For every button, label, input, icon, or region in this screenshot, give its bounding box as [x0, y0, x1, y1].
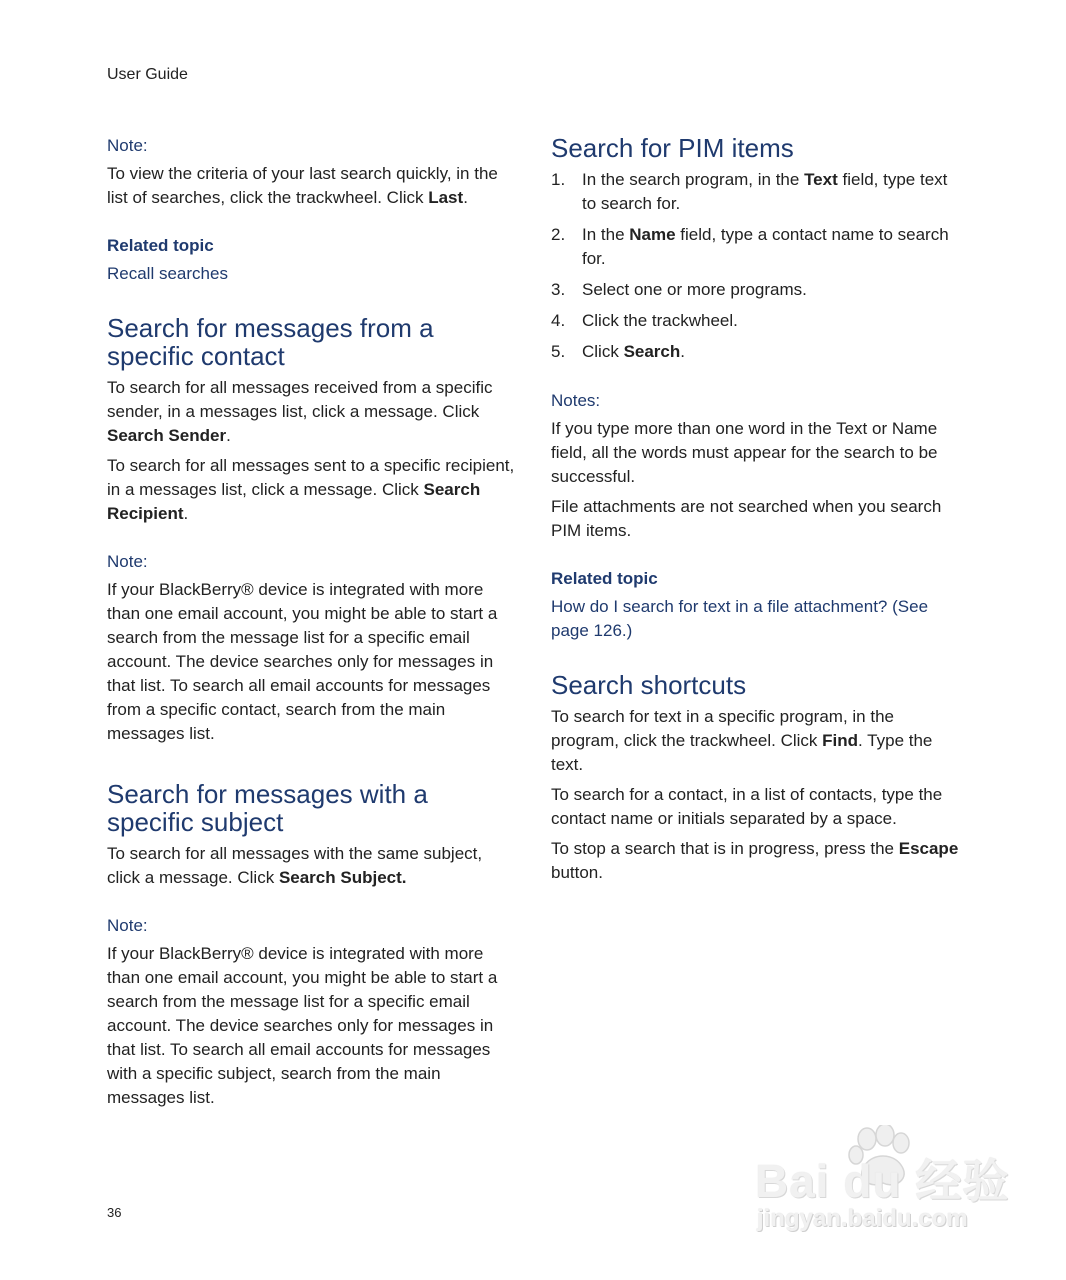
paragraph: To search for all messages sent to a specific recipient, in a messages list, click a message. Click Search Recipient.: [107, 456, 515, 523]
list-item: 3. Select one or more programs.: [551, 280, 807, 299]
list-item: 1. In the search program, in the Text field, type text to search for.: [551, 170, 948, 213]
note-label: Note:: [107, 916, 148, 935]
section-title-search-shortcuts: Search shortcuts: [551, 670, 747, 700]
section-title-specific-subject: Search for messages with a specific subject: [107, 779, 428, 837]
baidu-watermark: [755, 1125, 1010, 1240]
watermark-brand: Bai du 经验: [755, 1155, 1010, 1207]
paragraph: File attachments are not searched when you search PIM items.: [551, 497, 942, 540]
paragraph: To search for all messages with the same subject, click a message. Click Search Subject.: [107, 844, 483, 887]
page-number: 36: [107, 1205, 122, 1220]
paragraph: To search for all messages received from a specific sender, in a messages list, click a message. Click Search Sender.: [107, 378, 493, 445]
note-label: Note:: [107, 136, 148, 155]
watermark-url: jingyan.baidu.com: [757, 1205, 968, 1232]
list-item: 4. Click the trackwheel.: [551, 311, 738, 330]
paragraph: To search for a contact, in a list of contacts, type the contact name or initials separated by a space.: [551, 785, 943, 828]
page-header: User Guide: [107, 66, 188, 83]
related-topic-label: Related topic: [107, 236, 214, 255]
note-label: Note:: [107, 552, 148, 571]
left-column: [107, 134, 515, 1116]
related-topic-label: Related topic: [551, 569, 658, 588]
notes-label: Notes:: [551, 391, 601, 410]
list-item: 5. Click Search.: [551, 342, 685, 361]
note-text: If your BlackBerry® device is integrated with more than one email account, you might be able to start a search from the message list for a specific email account. The device searches only for messages in that list. To search all email accounts for messages from a specific contact, search from the main messages list.: [107, 580, 498, 743]
related-topic-link[interactable]: Recall searches: [107, 264, 228, 283]
right-column: [551, 134, 959, 891]
paragraph: If you type more than one word in the Text or Name field, all the words must appear for the search to be successful.: [551, 419, 938, 486]
section-title-specific-contact: Search for messages from a specific contact: [107, 313, 434, 371]
list-item: 2. In the Name field, type a contact name to search for.: [551, 225, 949, 268]
related-topic-link[interactable]: How do I search for text in a file attachment? (See page 126.): [551, 597, 929, 640]
note-text: If your BlackBerry® device is integrated with more than one email account, you might be able to start a search from the message list for a specific email account. The device searches only for messages in that list. To search all email accounts for messages with a specific subject, search from the main messages list.: [107, 944, 498, 1107]
section-title-pim-items: Search for PIM items: [551, 133, 794, 163]
note-text: To view the criteria of your last search quickly, in the list of searches, click the trackwheel. Click Last.: [107, 164, 498, 207]
paragraph: To stop a search that is in progress, press the Escape button.: [551, 839, 959, 882]
steps-list: [551, 168, 959, 364]
paragraph: To search for text in a specific program, in the program, click the trackwheel. Click Find. Type the text.: [551, 707, 933, 774]
